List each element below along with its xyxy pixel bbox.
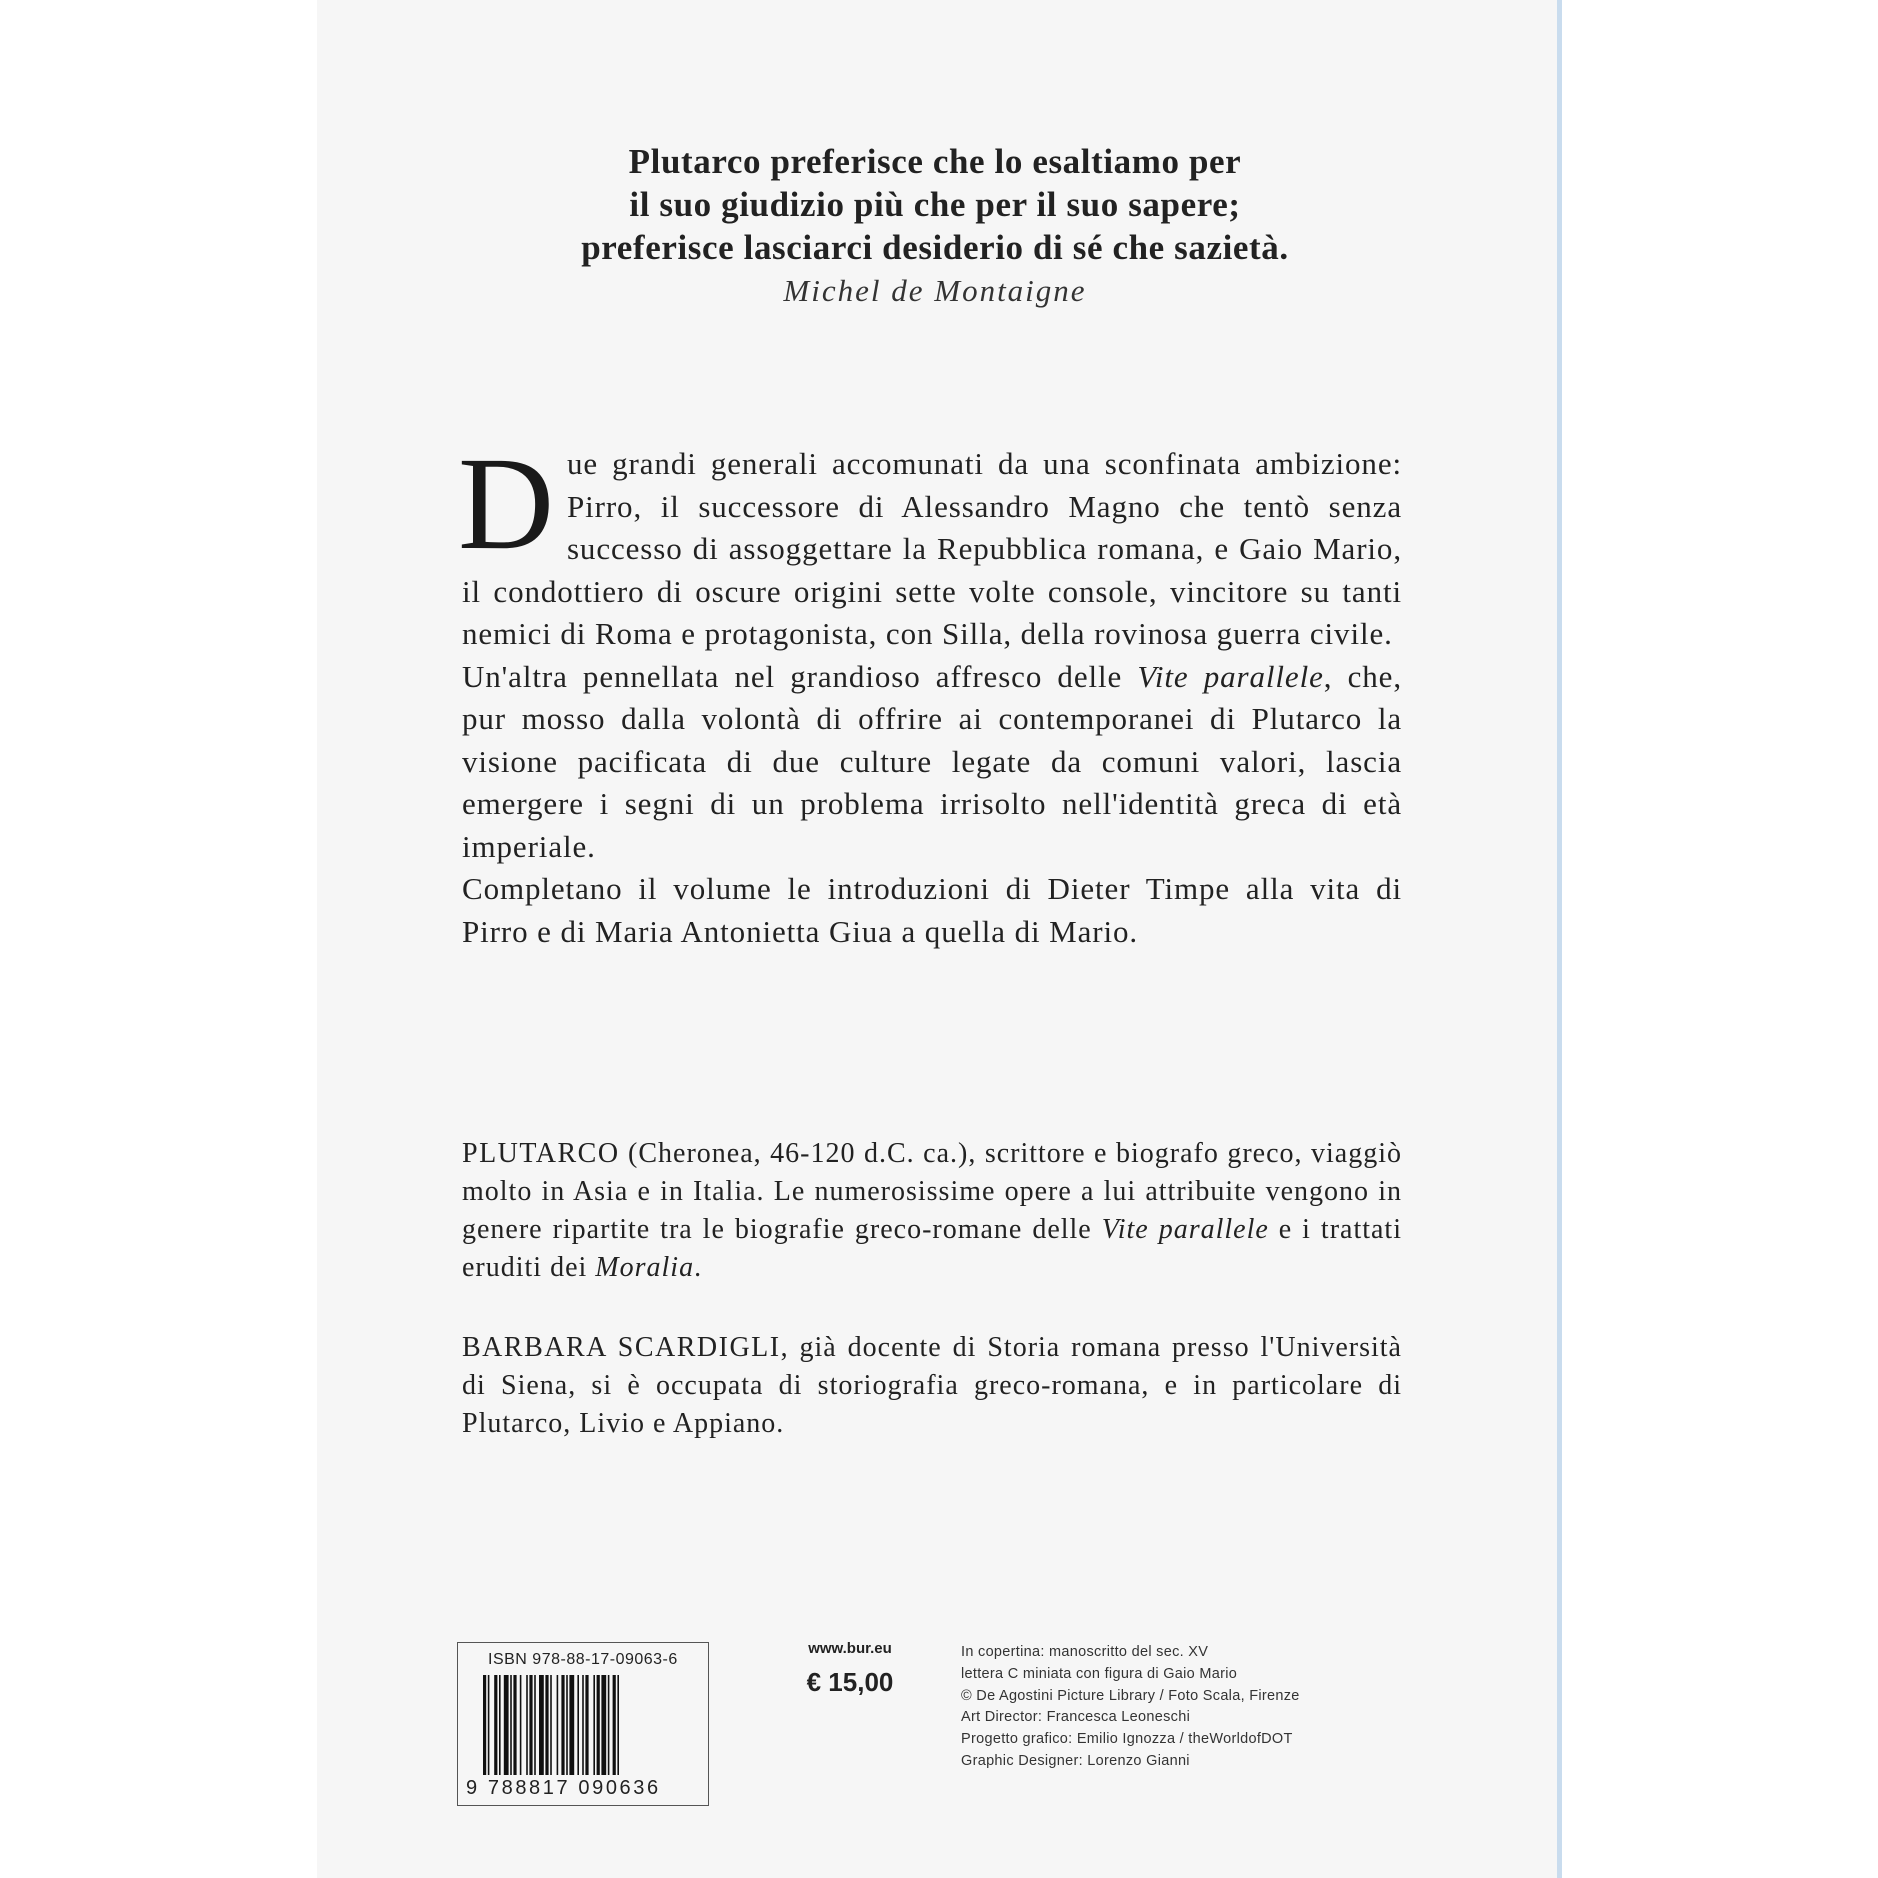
barcode-bar [545,1675,548,1775]
barcode-bar [601,1675,606,1775]
price: € 15,00 [806,1667,894,1697]
author-bio-text: . [694,1252,703,1283]
barcode-bar [510,1675,512,1775]
barcode-number: 9 788817 090636 [466,1777,661,1799]
epigraph [330,140,1540,311]
barcode-bar [617,1675,619,1775]
barcode-bar [557,1675,559,1775]
author-bio-text: (Cheronea, 46-120 d.C. ca.), scrittore e biografo greco, viaggiò molto in Asia e in Italia. Le numerosissime opere a lui attribuite vengono in genere ripartite tra le biografie greco-romane delle [462,1138,1402,1245]
credit-line: Art Director: Francesca Leoneschi [961,1709,1191,1726]
author-bio-text: e i trattati eruditi dei [462,1214,1402,1283]
editor-bio-text: , già docente di Storia romana presso l'Università di Siena, si è occupata di storiografia greco-romana, e in particolare di Plutarco, Livio e Appiano. [462,1332,1402,1439]
barcode-bar [566,1675,568,1775]
editor-name: BARBARA SCARDIGLI [462,1332,781,1363]
epigraph-line: preferisce lasciarci desiderio di sé che sazietà. [581,228,1289,267]
credit-line: Graphic Designer: Lorenzo Gianni [961,1752,1190,1769]
credit-line: Progetto grafico: Emilio Ignozza / theWorldofDOT [961,1731,1293,1748]
barcode-bar [550,1675,552,1775]
barcode-bar [520,1675,522,1775]
isbn-label: ISBN 978-88-17-09063-6 [488,1651,678,1668]
blurb-book-title: Vite parallele [1137,658,1324,694]
blurb-paragraph-2-start: Un'altra pennellata nel grandioso affresco delle [462,658,1138,694]
barcode-bar [529,1675,532,1775]
editor-bio [462,1329,1402,1443]
barcode-bar [504,1675,509,1775]
barcode-bar [613,1675,616,1775]
cover-credits [961,1642,1381,1773]
price-block [790,1640,910,1698]
barcode-bar [561,1675,564,1775]
barcode-bar [526,1675,528,1775]
blurb-paragraph-3: Completano il volume le introduzioni di Dieter Timpe alla vita di Pirro e di Maria Antonietta Giua a quella di Mario. [462,871,1402,949]
epigraph-line: Plutarco preferisce che lo esaltiamo per [628,142,1242,181]
barcode-bar [577,1675,579,1775]
barcode-bar [597,1675,600,1775]
book-blurb [458,429,1402,953]
cover-edge [1557,0,1562,1878]
epigraph-author: Michel de Montaigne [783,273,1087,308]
bio-book-title: Moralia [595,1252,695,1283]
barcode-bar [539,1675,544,1775]
blurb-paragraph-1: ue grandi generali accomunati da una sconfinata ambizione: Pirro, il successore di Alessandro Magno che tentò senza successo di assoggettare la Repubblica romana, e Gaio Mario, il condottiero di oscure origini sette volte console, vincitore su tanti nemici di Roma e protagonista, con Silla, della rovinosa guerra civile. [462,446,1402,651]
barcode-bar [483,1675,486,1775]
blurb-paragraph-2-end: , che, pur mosso dalla volontà di offrire ai contemporanei di Plutarco la visione pacificata di due culture legate da comuni valori, lascia emergere i segni di un problema irrisolto nell'identità greca di età imperiale. [462,658,1402,864]
epigraph-line: il suo giudizio più che per il suo sapere; [629,185,1241,224]
barcode-bar [582,1675,584,1775]
barcode-panel [457,1642,709,1806]
barcode-bar [608,1675,610,1775]
barcode-bar [534,1675,536,1775]
barcode-bar [499,1675,501,1775]
bio-book-title: Vite parallele [1101,1214,1269,1245]
author-name: PLUTARCO [462,1138,620,1169]
barcode-bar [513,1675,516,1775]
publisher-website: www.bur.eu [808,1640,892,1657]
drop-cap: D [458,429,555,577]
barcode-bar [488,1675,490,1775]
credit-line: lettera C miniata con figura di Gaio Mario [961,1665,1238,1682]
barcode-bar [593,1675,595,1775]
barcode-bar [585,1675,588,1775]
author-bio [462,1135,1402,1287]
barcode-graphic [483,1675,683,1775]
barcode-bar [494,1675,497,1775]
barcode-bar [569,1675,574,1775]
credit-line: © De Agostini Picture Library / Foto Scala, Firenze [961,1687,1300,1704]
credit-line: In copertina: manoscritto del sec. XV [961,1644,1209,1660]
